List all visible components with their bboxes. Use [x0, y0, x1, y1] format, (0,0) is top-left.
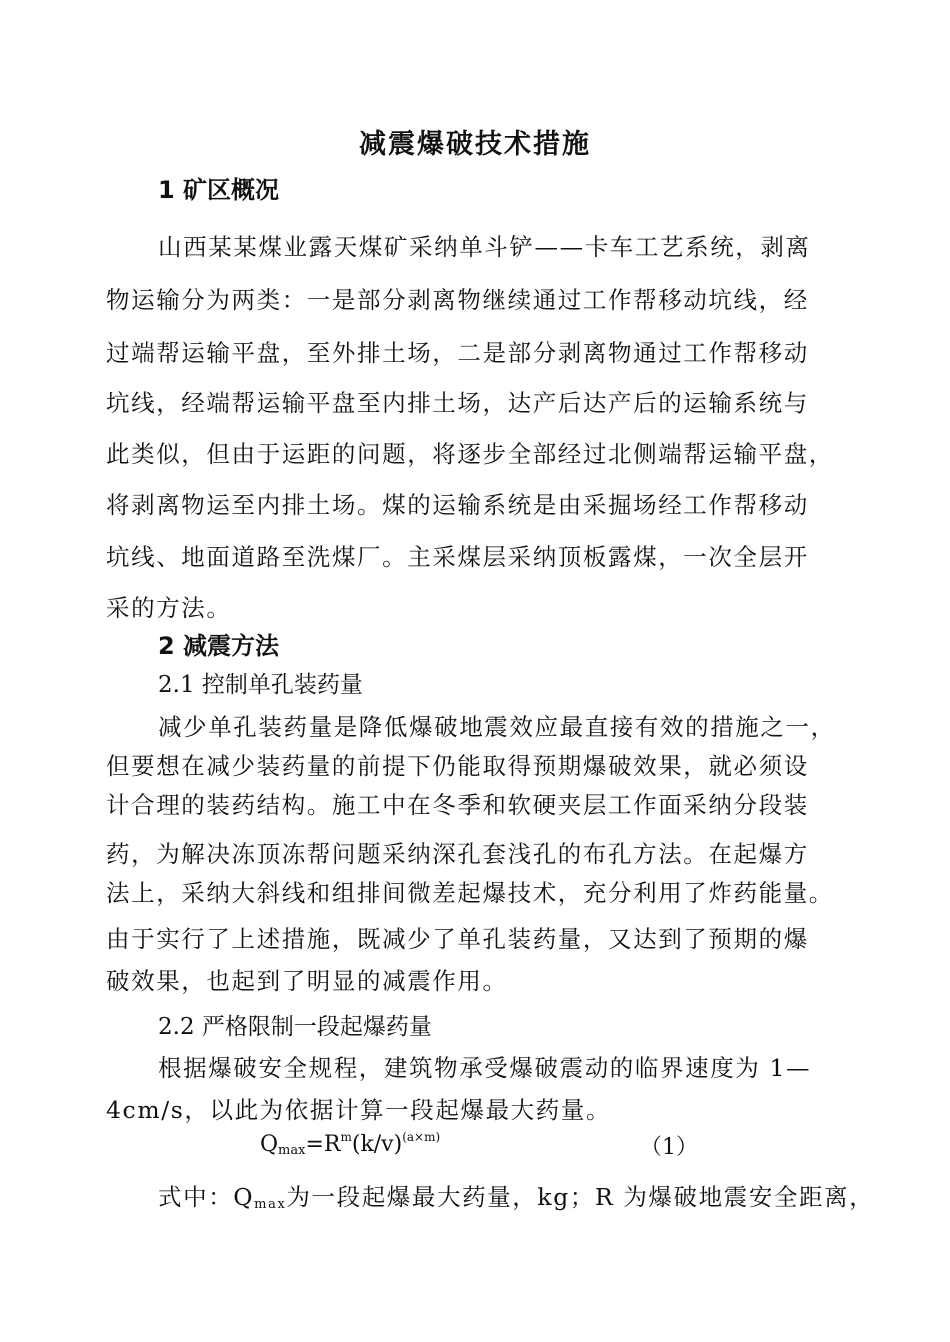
- paragraph-line: 4cm/s，以此为依据计算一段起爆最大药量。: [106, 1096, 612, 1124]
- equation-number: （1）: [640, 1135, 698, 1160]
- subsection-heading-2-1: 2.1 控制单孔装药量: [158, 672, 363, 698]
- formula-r-superscript: m: [340, 1130, 352, 1144]
- paragraph-line: 采的方法。: [106, 594, 232, 622]
- subsection-heading-2-2: 2.2 严格限制一段起爆药量: [158, 1014, 432, 1040]
- paragraph-line-where: [158, 1178, 874, 1212]
- formula-body: (k/v): [351, 1132, 403, 1157]
- formula-lhs: Q: [260, 1132, 279, 1157]
- paragraph-line: 过端帮运输平盘，至外排土场，二是部分剥离物通过工作帮移动: [106, 339, 809, 367]
- formula-exponent: (a×m): [402, 1130, 441, 1144]
- paragraph-line: 由于实行了上述措施，既减少了单孔装药量，又达到了预期的爆: [106, 925, 809, 953]
- paragraph-line: 根据爆破安全规程，建筑物承受爆破震动的临界速度为 1—: [158, 1054, 812, 1082]
- formula-equals-r: =R: [305, 1132, 341, 1157]
- section-heading-1: 1 矿区概况: [158, 176, 280, 204]
- formula-lhs-subscript: max: [278, 1143, 306, 1158]
- paragraph-line: 但要想在减少装药量的前提下仍能取得预期爆破效果，就必须设: [106, 752, 809, 780]
- document-title: 减震爆破技术措施: [359, 129, 591, 160]
- paragraph-line: 法上，采纳大斜线和组排间微差起爆技术，充分利用了炸药能量。: [106, 879, 834, 907]
- paragraph-line: 山西某某煤业露天煤矿采纳单斗铲——卡车工艺系统，剥离: [158, 233, 811, 261]
- where-prefix: 式中：Q: [158, 1183, 255, 1211]
- paragraph-line: 药，为解决冻顶冻帮问题采纳深孔套浅孔的布孔方法。在起爆方: [106, 840, 809, 868]
- paragraph-line: 计合理的装药结构。施工中在冬季和软硬夹层工作面采纳分段装: [106, 791, 809, 819]
- paragraph-line: 破效果，也起到了明显的减震作用。: [106, 967, 508, 995]
- paragraph-line: 减少单孔装药量是降低爆破地震效应最直接有效的措施之一，: [158, 713, 836, 741]
- paragraph-line: 坑线、地面道路至洗煤厂。主采煤层采纳顶板露煤，一次全层开: [106, 543, 809, 571]
- paragraph-line: 此类似，但由于运距的问题，将逐步全部经过北侧端帮运输平盘，: [106, 440, 834, 468]
- section-heading-2: 2 减震方法: [158, 632, 280, 660]
- paragraph-line: 物运输分为两类：一是部分剥离物继续通过工作帮移动坑线，经: [106, 286, 809, 314]
- paragraph-line: 坑线，经端帮运输平盘至内排土场，达产后达产后的运输系统与: [106, 389, 809, 417]
- paragraph-line: 将剥离物运至内排土场。煤的运输系统是由采掘场经工作帮移动: [106, 491, 809, 519]
- where-rest: 为一段起爆最大药量，kg；R 为爆破地震安全距离，: [286, 1183, 875, 1211]
- formula-1: [260, 1130, 440, 1158]
- where-subscript: max: [254, 1197, 287, 1212]
